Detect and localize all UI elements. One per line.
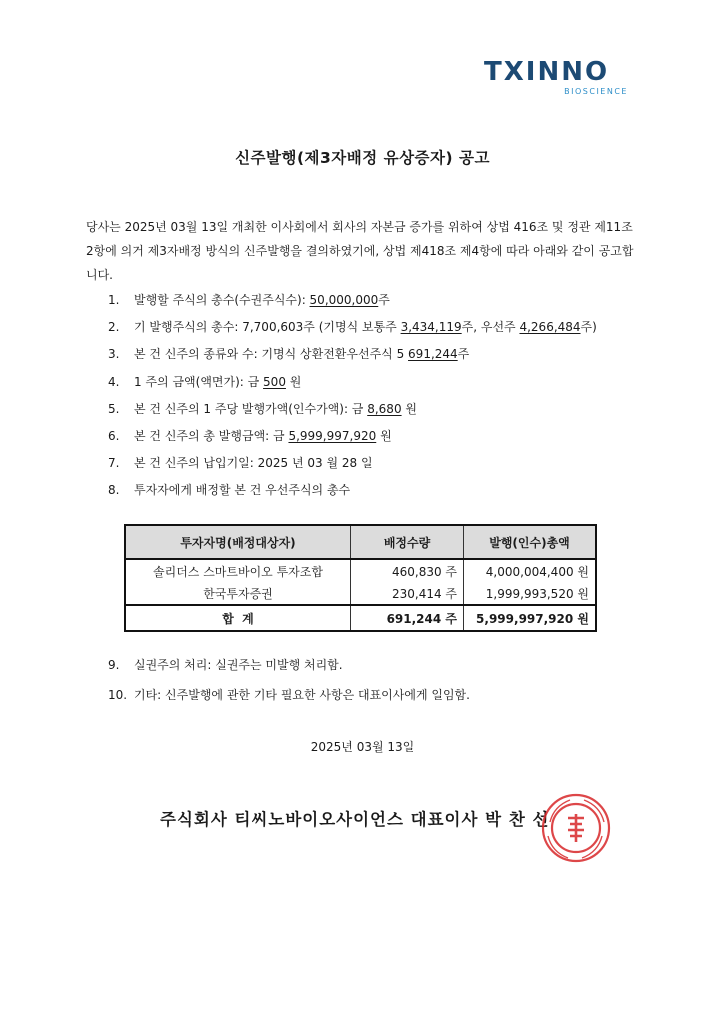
notice-items-continued — [108, 655, 648, 715]
allocated-qty: 230,414 주 — [351, 582, 464, 605]
total-amount: 5,999,997,920 원 — [464, 605, 597, 631]
logo-brand: TXINNO — [484, 57, 610, 87]
allocation-table — [124, 524, 597, 632]
investor-name: 솔리더스 스마트바이오 투자조합 — [125, 559, 351, 582]
item-2: 2. 기 발행주식의 총수: 7,700,603주 (기명식 보통주 3,434,119주, 우선주 4,266,484주) — [108, 320, 597, 335]
item-10: 10. 기타: 신주발행에 관한 기타 필요한 사항은 대표이사에게 일임함. — [108, 688, 470, 702]
notice-date: 2025년 03월 13일 — [310, 740, 415, 754]
table-header-row — [125, 525, 596, 559]
page-title: 신주발행(제3자배정 유상증자) 공고 — [235, 149, 490, 167]
total-qty: 691,244 주 — [351, 605, 464, 631]
allocated-qty: 460,830 주 — [351, 559, 464, 582]
logo-subtitle: BIOSCIENCE — [564, 87, 628, 96]
item-5: 5. 본 건 신주의 1 주당 발행가액(인수가액): 금 8,680 원 — [108, 401, 417, 416]
item-1: 1. 발행할 주식의 총수(수권주식수): 50,000,000주 — [108, 293, 390, 307]
item-3: 3. 본 건 신주의 종류와 수: 기명식 상환전환우선주식 5 691,244주 — [108, 347, 470, 362]
table-header: 투자자명(배정대상자) — [125, 525, 351, 559]
company-seal-icon — [540, 792, 612, 864]
issue-amount: 1,999,993,520 원 — [464, 582, 597, 605]
item-7: 7. 본 건 신주의 납입기일: 2025 년 03 월 28 일 — [108, 456, 373, 471]
item-6: 6. 본 건 신주의 총 발행금액: 금 5,999,997,920 원 — [108, 428, 392, 443]
table-row — [125, 582, 596, 605]
item-9: 9. 실권주의 처리: 실권주는 미발행 처리함. — [108, 658, 343, 672]
table-header: 발행(인수)총액 — [464, 525, 597, 559]
table-row — [125, 559, 596, 582]
company-logo — [484, 58, 634, 96]
investor-name: 한국투자증권 — [125, 582, 351, 605]
signature-line: 주식회사 티씨노바이오사이언스 대표이사 박 찬 선 — [160, 810, 550, 829]
item-4: 4. 1 주의 금액(액면가): 금 500 원 — [108, 374, 302, 389]
total-label: 합 계 — [125, 605, 351, 631]
notice-items — [108, 290, 648, 508]
table-total-row — [125, 605, 596, 631]
item-8: 8. 투자자에게 배정할 본 건 우선주식의 총수 — [108, 483, 351, 498]
issue-amount: 4,000,004,400 원 — [464, 559, 597, 582]
intro-paragraph: 당사는 2025년 03월 13일 개최한 이사회에서 회사의 자본금 증가를 위하여 상법 416조 및 정관 제11조 2항에 의거 제3자배정 방식의 신주발행을 결의하였기에, 상법 제418조 제4항에 따라 아래와 같이 공고합니다. — [86, 220, 634, 282]
table-header: 배정수량 — [351, 525, 464, 559]
